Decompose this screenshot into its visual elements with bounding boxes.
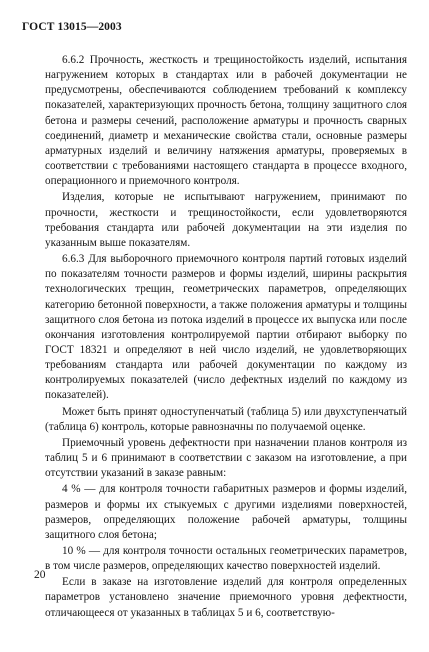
standard-header: ГОСТ 13015—2003 (22, 21, 122, 33)
paragraph-acceptance-level: Приемочный уровень дефектности при назначении планов контроля из таблиц 5 и 6 принимают в соответствии с заказом на изготовление, а при отсутствии указаний в заказе равным: (45, 436, 407, 480)
paragraph-four-percent: 4 % — для контроля точности габаритных размеров и формы изделий, размеров и формы их стыкуемых с другими изделиями поверхностей, размеров, определяющих положение рабочей арматуры, толщины защитного слоя бетона; (45, 483, 407, 541)
paragraph-untested-items: Изделия, которые не испытывают нагружением, принимают по прочности, жесткости и трещиностойкости, если удовлетворяются требования стандарта или рабочей документации на эти изделия по указанным выше показателям. (45, 191, 407, 249)
paragraph-6-6-3: 6.6.3 Для выборочного приемочного контроля партий готовых изделий по показателям точности размеров и формы изделий, ширины раскрытия технологических трещин, геометрических параметров, определяющих категорию бетонной поверхности, а также положения арматуры и толщины защитного слоя бетона из потока изделий в процессе их выпуска или после окончания изготовления контролируемой партии отбирают выборку по ГОСТ 18321 и определяют в ней число изделий, не удовлетворяющих требованиям стандарта или рабочей документации по каждому из контролируемых показателей (число дефектных изделий по каждому из показателей). (45, 253, 407, 402)
paragraph-control-type: Может быть принят одноступенчатый (таблица 5) или двухступенчатый (таблица 6) контроль, которые равнозначны по получаемой оценке. (45, 405, 407, 433)
paragraph-ten-percent: 10 % — для контроля точности остальных геометрических параметров, в том числе размеров, определяющих качество поверхностей изделий. (45, 545, 407, 573)
page-number: 20 (34, 569, 46, 581)
paragraph-6-6-2: 6.6.2 Прочность, жесткость и трещиностойкость изделий, испытания нагружением которых в стандартах или в рабочей документации не предусмотрены, обеспечиваются соблюдением требований к комплексу показателей, характеризующих прочность бетона, толщину защитного слоя бетона и размеры сечений, расположение арматуры и прочность сварных соединений, диаметр и механические свойства стали, основные размеры арматурных изделий и величину натяжения арматуры, проверяемых в соответствии с требованиями настоящего стандарта в процессе входного, операционного и приемочного контроля. (45, 54, 407, 188)
body-text (45, 53, 407, 621)
paragraph-order-defect-level: Если в заказе на изготовление изделий для контроля определенных параметров установлено значение приемочного уровня дефектности, отличающееся от указанных в таблицах 5 и 6, соответствую- (45, 576, 407, 619)
